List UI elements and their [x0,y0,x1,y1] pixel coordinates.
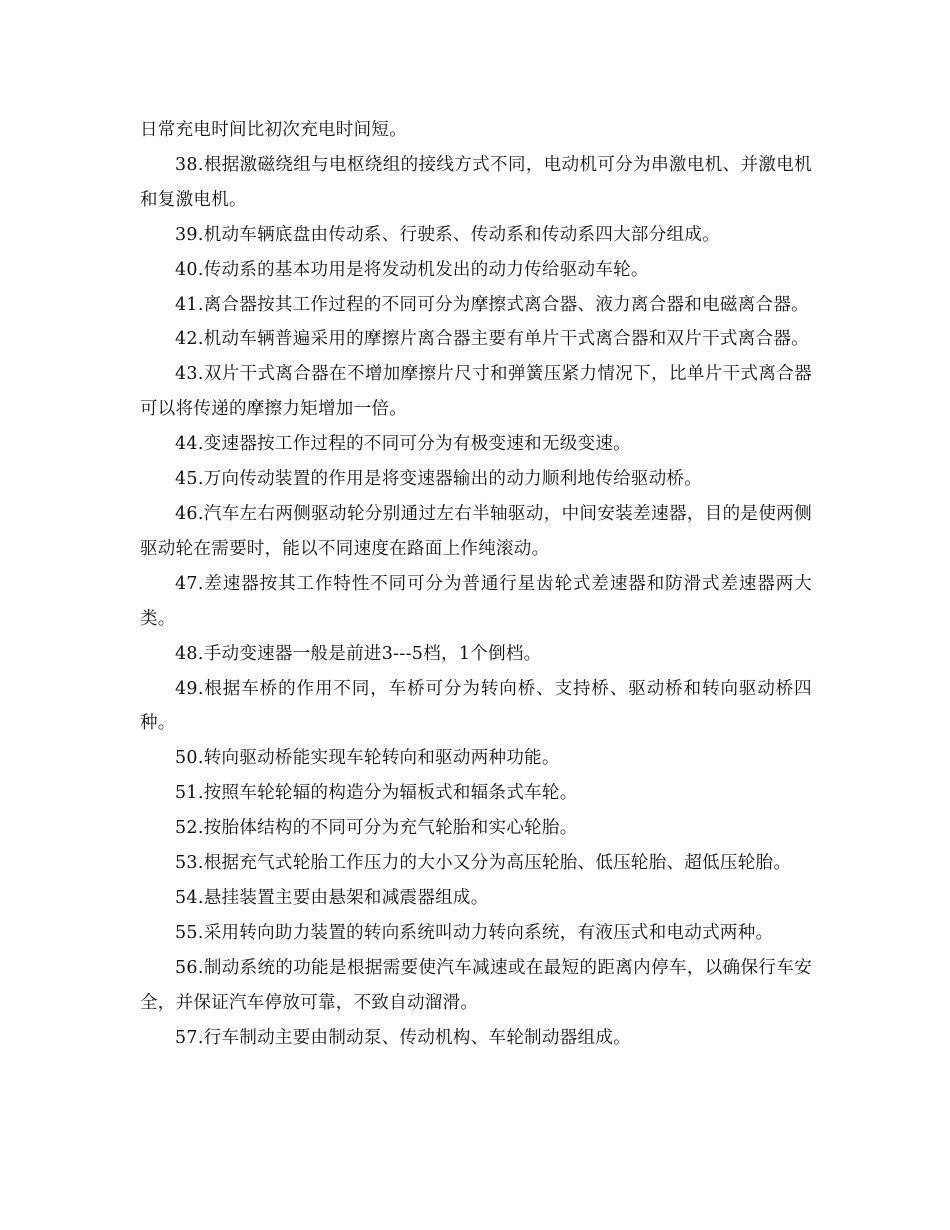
paragraph-continuation: 日常充电时间比初次充电时间短。 [140,120,407,140]
paragraph-item-41: 41.离合器按其工作过程的不同可分为摩擦式离合器、液力离合器和电磁离合器。 [175,294,809,315]
paragraph-item-39: 39.机动车辆底盘由传动系、行驶系、传动系和传动系四大部分组成。 [175,224,720,245]
paragraph-item-53: 53.根据充气式轮胎工作压力的大小又分为高压轮胎、低压轮胎、超低压轮胎。 [175,853,792,874]
paragraph-item-55: 55.采用转向助力装置的转向系统叫动力转向系统，有液压式和电动式两种。 [175,922,774,943]
paragraph-item-40: 40.传动系的基本功用是将发动机发出的动力传给驱动车轮。 [175,259,649,280]
paragraph-item-51: 51.按照车轮轮辐的构造分为辐板式和辐条式车轮。 [175,783,578,804]
paragraph-item-46: 46.汽车左右两侧驱动轮分别通过左右半轴驱动，中间安装差速器，目的是使两侧驱动轮在需要时，能以不同速度在路面上作纯滚动。 [140,503,812,559]
paragraph-item-48: 48.手动变速器一般是前进3---5档，1个倒档。 [175,643,542,664]
paragraph-item-43: 43.双片干式离合器在不增加摩擦片尺寸和弹簧压紧力情况下，比单片干式离合器可以将传递的摩擦力矩增加一倍。 [140,364,812,420]
paragraph-item-52: 52.按胎体结构的不同可分为充气轮胎和实心轮胎。 [175,818,578,839]
paragraph-item-47: 47.差速器按其工作特性不同可分为普通行星齿轮式差速器和防滑式差速器两大类。 [140,573,812,629]
paragraph-item-57: 57.行车制动主要由制动泵、传动机构、车轮制动器组成。 [175,1027,631,1048]
paragraph-item-44: 44.变速器按工作过程的不同可分为有极变速和无级变速。 [175,434,631,455]
paragraph-item-42: 42.机动车辆普遍采用的摩擦片离合器主要有单片干式离合器和双片干式离合器。 [175,329,809,350]
paragraph-item-45: 45.万向传动装置的作用是将变速器输出的动力顺利地传给驱动桥。 [175,469,703,490]
paragraph-item-38: 38.根据激磁绕组与电枢绕组的接线方式不同，电动机可分为串激电机、并激电机和复激电机。 [140,154,812,210]
document-body [140,113,812,1055]
paragraph-item-54: 54.悬挂装置主要由悬架和减震器组成。 [175,887,489,908]
paragraph-item-49: 49.根据车桥的作用不同，车桥可分为转向桥、支持桥、驱动桥和转向驱动桥四种。 [140,678,812,734]
paragraph-item-50: 50.转向驱动桥能实现车轮转向和驱动两种功能。 [175,748,560,769]
paragraph-item-56: 56.制动系统的功能是根据需要使汽车减速或在最短的距离内停车，以确保行车安全，并保证汽车停放可靠，不致自动溜滑。 [140,957,812,1013]
